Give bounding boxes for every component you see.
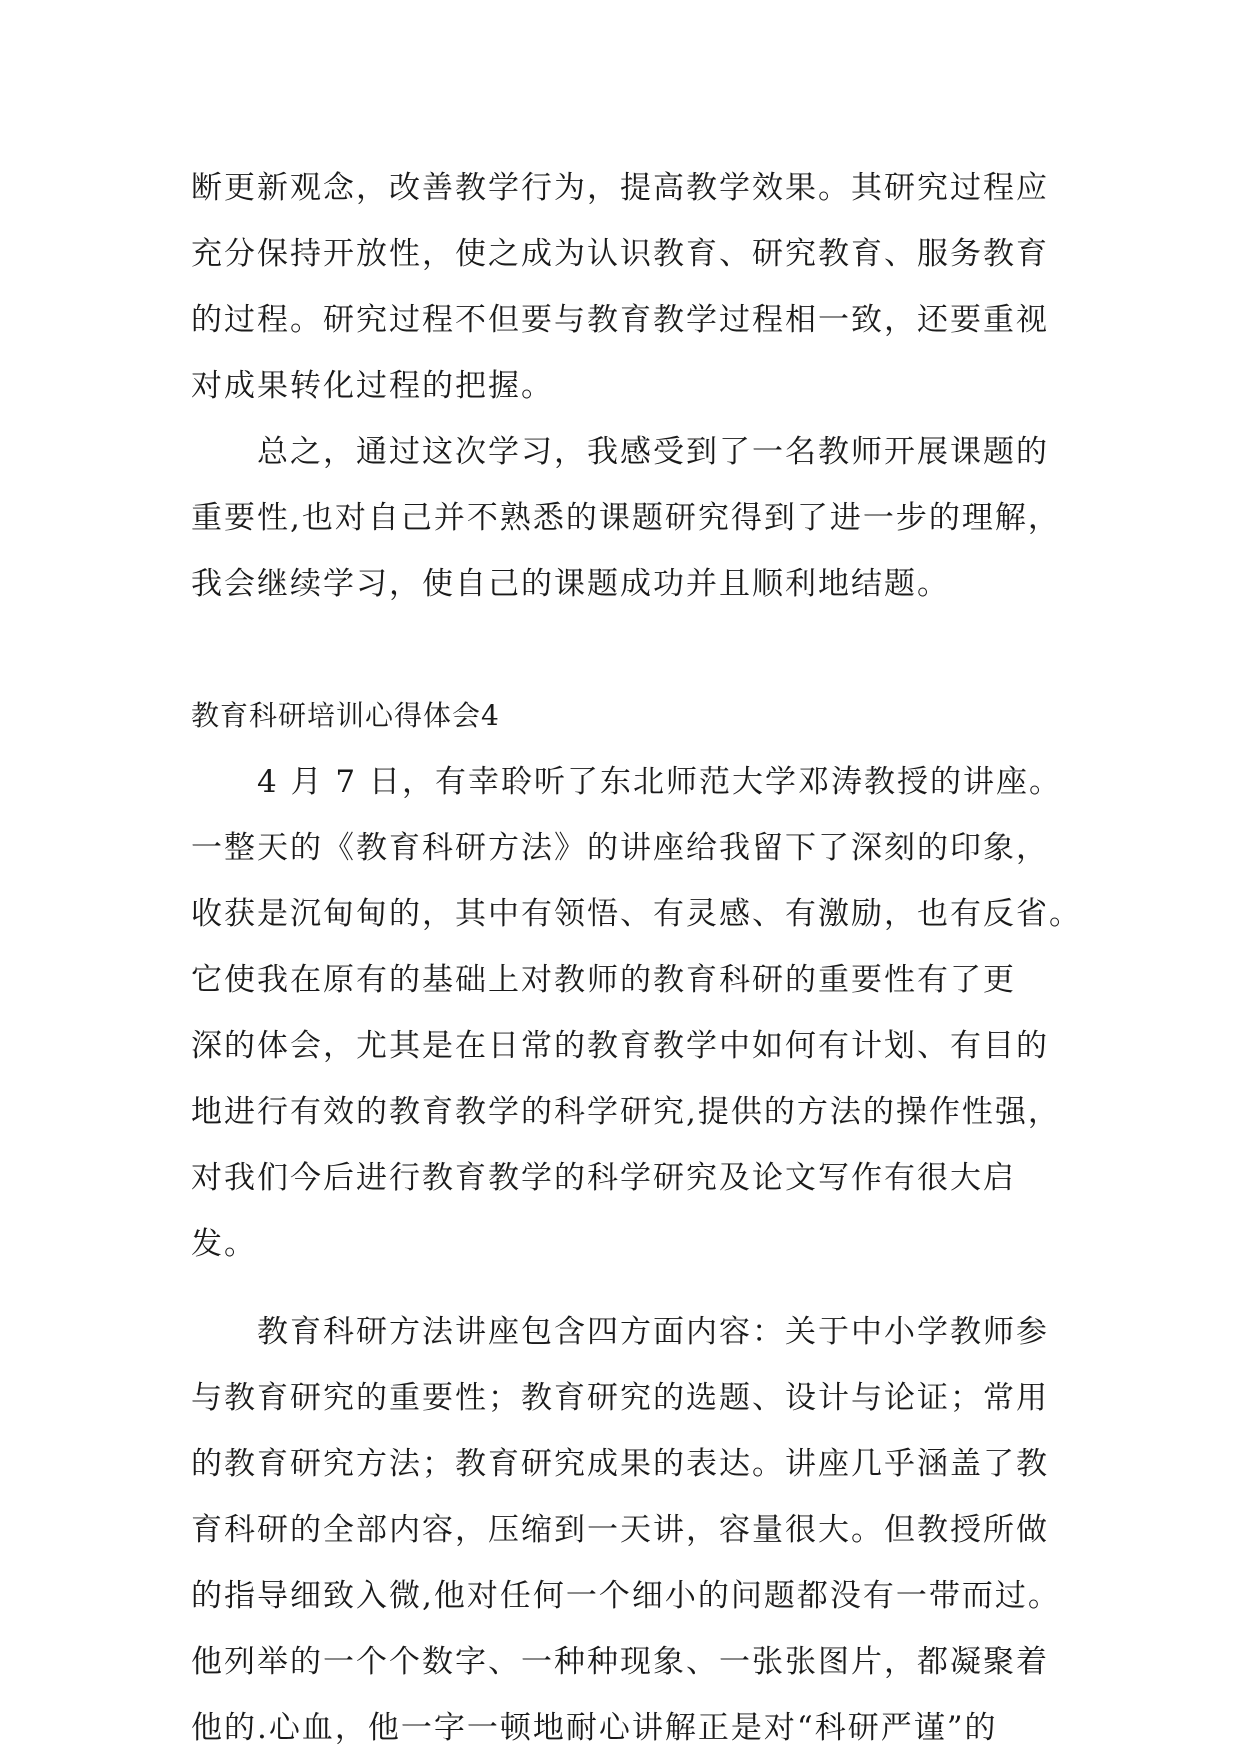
text-line: 对我们今后进行教育教学的科学研究及论文写作有很大启 <box>191 1160 1016 1196</box>
blank-line <box>191 617 1061 683</box>
text-line: 对成果转化过程的把握。 <box>191 368 554 404</box>
text-line: 总之，通过这次学习，我感受到了一名教师开展课题的 <box>257 434 1049 470</box>
text-line: 一整天的《教育科研方法》的讲座给我留下了深刻的印象， <box>191 830 1049 866</box>
section-heading: 教育科研培训心得体会4 <box>191 699 500 732</box>
text-line: 的指导细致入微,他对任何一个细小的问题都没有一带而过。 <box>191 1578 1061 1614</box>
text-line: 教育科研方法讲座包含四方面内容：关于中小学教师参 <box>257 1314 1049 1350</box>
text-line: 他列举的一个个数字、一种种现象、一张张图片，都凝聚着 <box>191 1644 1049 1680</box>
text-line: 发。 <box>191 1226 257 1262</box>
text-line: 我会继续学习，使自己的课题成功并且顺利地结题。 <box>191 566 950 602</box>
text-line: 4 月 7 日，有幸聆听了东北师范大学邓涛教授的讲座。 <box>257 764 1063 800</box>
paragraph <box>191 155 1061 419</box>
text-line: 充分保持开放性，使之成为认识教育、研究教育、服务教育 <box>191 236 1049 272</box>
text-line: 与教育研究的重要性；教育研究的选题、设计与论证；常用 <box>191 1380 1049 1416</box>
text-line: 重要性,也对自己并不熟悉的课题研究得到了进一步的理解， <box>191 500 1061 536</box>
text-line: 深的体会，尤其是在日常的教育教学中如何有计划、有目的 <box>191 1028 1049 1064</box>
paragraph <box>191 1299 1061 1761</box>
text-line: 的教育研究方法；教育研究成果的表达。讲座几乎涵盖了教 <box>191 1446 1049 1482</box>
text-line: 它使我在原有的基础上对教师的教育科研的重要性有了更 <box>191 962 1016 998</box>
text-line: 育科研的全部内容，压缩到一天讲，容量很大。但教授所做 <box>191 1512 1049 1548</box>
text-line: 收获是沉甸甸的，其中有领悟、有灵感、有激励，也有反省。 <box>191 896 1082 932</box>
paragraph <box>191 419 1061 617</box>
paragraph-gap <box>191 1277 1061 1299</box>
text-line: 他的.心血，他一字一顿地耐心讲解正是对“科研严谨”的 <box>191 1710 998 1746</box>
text-line: 断更新观念，改善教学行为，提高教学效果。其研究过程应 <box>191 170 1049 206</box>
document-body <box>191 155 1082 1761</box>
text-line: 地进行有效的教育教学的科学研究,提供的方法的操作性强， <box>191 1094 1061 1130</box>
paragraph <box>191 749 1082 1277</box>
text-line: 的过程。研究过程不但要与教育教学过程相一致，还要重视 <box>191 302 1049 338</box>
